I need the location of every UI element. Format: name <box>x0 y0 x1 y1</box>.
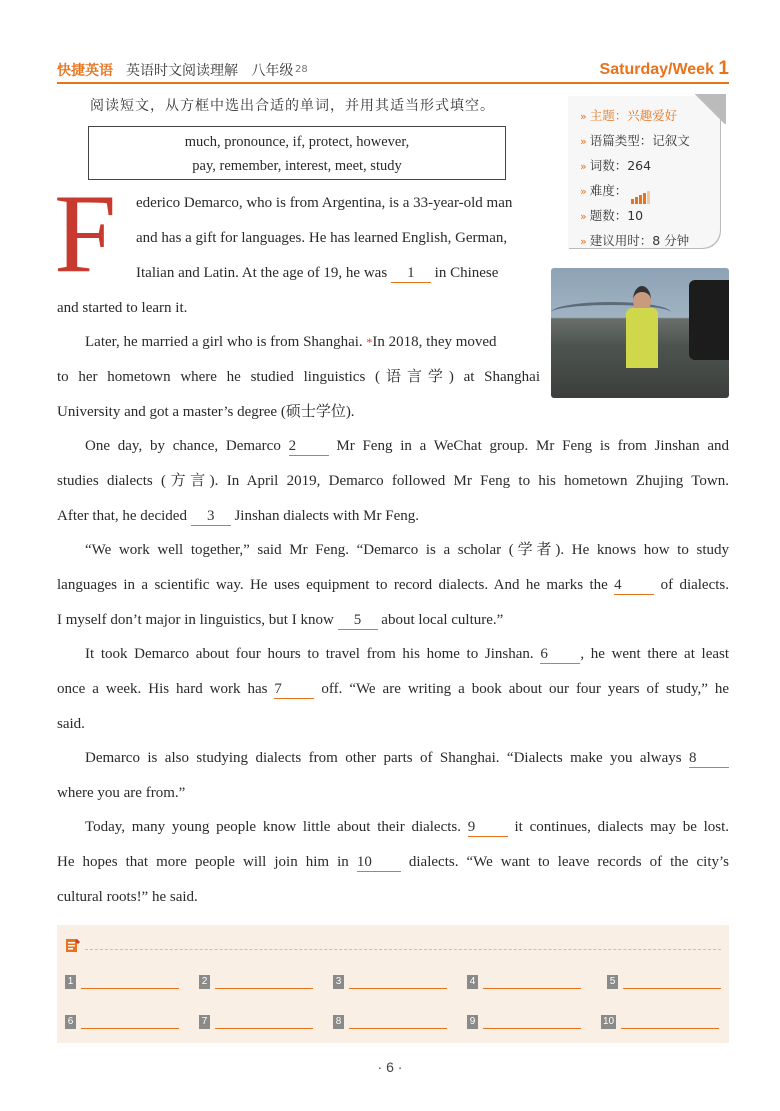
passage-line: and started to learn it. <box>57 300 188 316</box>
difficulty-bar <box>643 193 646 204</box>
blank-3[interactable]: 3 <box>191 507 231 526</box>
blank-6[interactable]: 6 <box>540 645 580 664</box>
pencil-note-icon <box>65 937 81 953</box>
info-genre: » 语篇类型：记叙文 <box>580 133 690 148</box>
blank-1[interactable]: 1 <box>391 264 431 283</box>
day-week-label: Saturday/Week 1 <box>599 58 729 79</box>
brand-name: 快捷英语 <box>57 63 113 79</box>
passage-line: ederico Demarco, who is from Argentina, is a 33-year-old man <box>136 195 513 211</box>
passage-line: Today, many young people know little about their dialects. 9 it continues, dialects may be lost. <box>85 819 730 835</box>
page-fold-icon <box>692 94 726 124</box>
grade-label: 八年级 <box>251 63 294 79</box>
passage-line: studies dialects (方言). In April 2019, Demarco followed Mr Feng to his hometown Zhujing Town. <box>57 473 729 489</box>
reporter-photo <box>551 268 729 398</box>
passage-line: where you are from.” <box>57 785 186 801</box>
word-bank-line-2: pay, remember, interest, meet, study <box>192 158 402 174</box>
info-word-count: » 词数：264 <box>580 158 652 173</box>
passage-line: “We work well together,” said Mr Feng. “Demarco is a scholar (学者). He knows how to study <box>85 542 729 558</box>
difficulty-bar <box>631 199 634 204</box>
info-difficulty: » 难度： <box>580 179 720 204</box>
passage-line: cultural roots!” he said. <box>57 889 198 905</box>
passage-line: University and got a master’s degree (硕士学位). <box>57 404 355 420</box>
header-divider <box>57 82 729 84</box>
passage-line: He hopes that more people will join him in 10 dialects. “We want to leave records of the city’s <box>57 854 729 870</box>
passage-line: Demarco is also studying dialects from other parts of Shanghai. “Dialects make you always 8 <box>85 741 729 776</box>
info-question-count: » 题数：10 <box>580 208 644 223</box>
word-bank-line-1: much, pronounce, if, protect, however, <box>184 134 410 150</box>
difficulty-bar <box>635 197 638 204</box>
star-mark: * <box>366 335 373 349</box>
difficulty-bar <box>647 191 650 204</box>
blank-9[interactable]: 9 <box>468 818 508 837</box>
passage-line: One day, by chance, Demarco 2 Mr Feng in a WeChat group. Mr Feng is from Jinshan and <box>85 438 729 454</box>
difficulty-bars-icon <box>631 180 651 204</box>
passage-line: It took Demarco about four hours to travel from his home to Jinshan. 6 , he went there at least <box>85 646 730 662</box>
page-header <box>57 58 729 82</box>
instruction-text: 阅读短文，从方框中选出合适的单词，并用其适当形式填空。 <box>90 98 495 114</box>
answer-sheet: 1 2 3 4 5 6 7 8 9 10 <box>57 925 729 1043</box>
blank-4[interactable]: 4 <box>614 576 654 595</box>
passage-line: Later, he married a girl who is from Shanghai. *In 2018, they moved <box>85 334 497 350</box>
blank-2[interactable]: 2 <box>289 437 329 456</box>
info-topic: » 主题：兴趣爱好 <box>580 108 678 123</box>
camera-icon <box>689 280 729 360</box>
blank-8[interactable]: 8 <box>689 749 729 768</box>
passage-line: After that, he decided 3 Jinshan dialects with Mr Feng. <box>57 508 420 524</box>
passage-line: Italian and Latin. At the age of 19, he was 1 in Chinese <box>136 265 499 281</box>
series-logo: 28 <box>295 64 308 75</box>
passage-line: to her hometown where he studied linguistics (语言学) at Shanghai <box>57 369 540 385</box>
answer-divider <box>85 949 721 950</box>
blank-10[interactable]: 10 <box>357 853 401 872</box>
page-number: · 6 · <box>377 1059 403 1075</box>
word-bank-box <box>88 126 506 180</box>
passage-info-card <box>568 96 720 248</box>
drop-cap: F <box>54 172 117 296</box>
info-suggested-time: » 建议用时：8 分钟 <box>580 233 690 248</box>
passage-line: I myself don’t major in linguistics, but I know 5 about local culture.” <box>57 612 504 628</box>
blank-7[interactable]: 7 <box>274 680 314 699</box>
series-title: 英语时文阅读理解 八年级 <box>126 63 294 79</box>
passage-line: and has a gift for languages. He has learned English, German, <box>136 230 508 246</box>
blank-5[interactable]: 5 <box>338 611 378 630</box>
difficulty-bar <box>639 195 642 204</box>
passage-line: once a week. His hard work has 7 off. “We are writing a book about our four years of study,” he <box>57 681 730 697</box>
passage-line: languages in a scientific way. He uses equipment to record dialects. And he marks the 4 of dialects. <box>57 577 730 593</box>
passage-line: said. <box>57 716 85 732</box>
